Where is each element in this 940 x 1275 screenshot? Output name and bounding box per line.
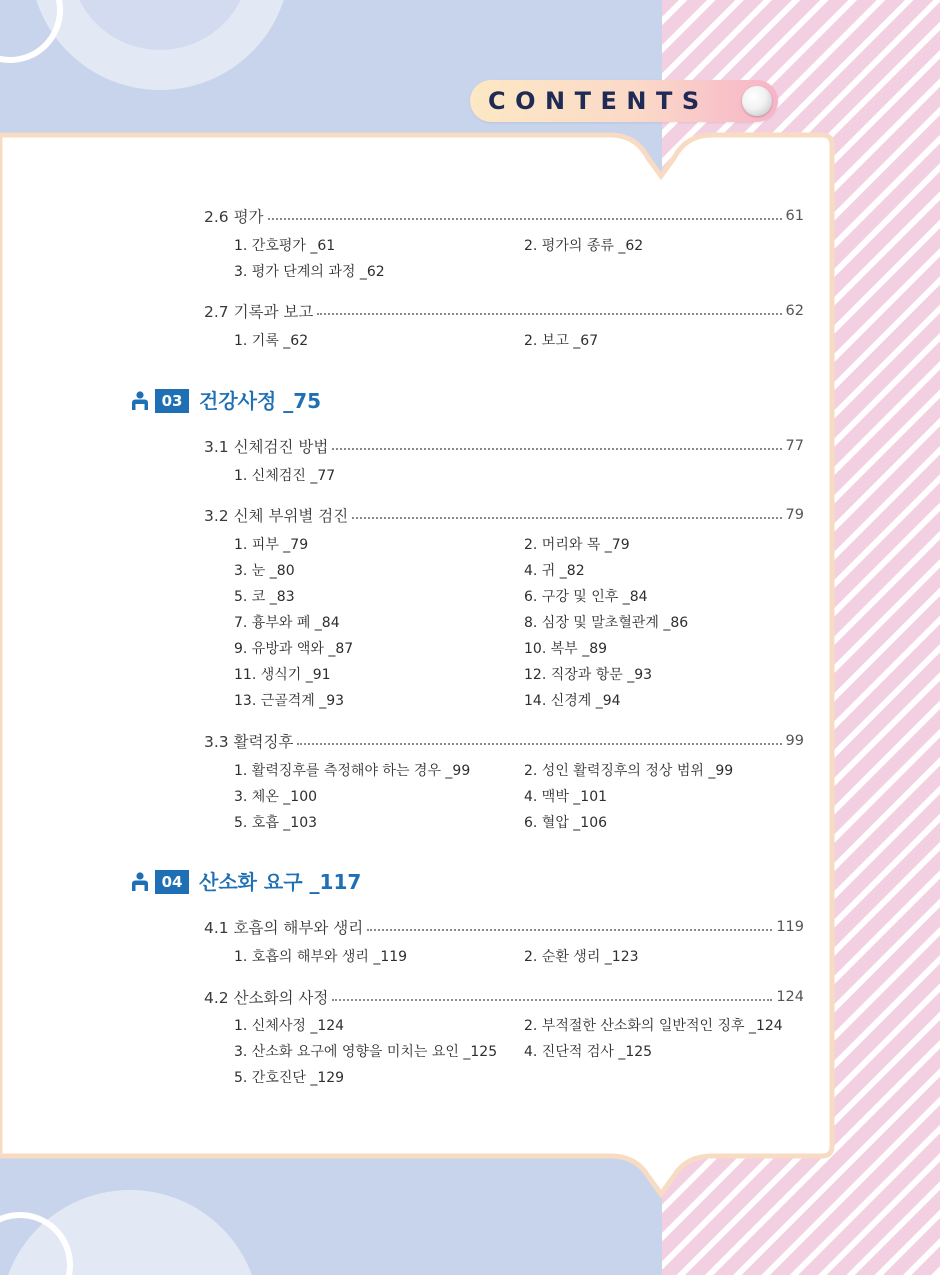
- dot-leader: [297, 738, 781, 745]
- toc-item[interactable]: 1. 호흡의 해부와 생리 _119: [234, 949, 408, 965]
- toc-item[interactable]: 1. 활력징후를 측정해야 하는 경우 _99: [234, 763, 471, 779]
- toc-item[interactable]: 2. 보고 _67: [524, 333, 599, 349]
- section-title: 3.3 활력징후: [204, 733, 294, 751]
- toc-item[interactable]: 9. 유방과 액와 _87: [234, 641, 354, 657]
- dot-leader: [317, 308, 781, 315]
- dot-leader: [332, 443, 781, 450]
- toc-item[interactable]: 1. 신체검진 _77: [234, 468, 336, 484]
- toc-item[interactable]: 13. 근골격계 _93: [234, 693, 345, 709]
- dot-leader: [352, 512, 781, 519]
- toc-item[interactable]: 2. 머리와 목 _79: [524, 537, 630, 553]
- toc-item[interactable]: 3. 평가 단계의 과정 _62: [234, 264, 385, 280]
- toc-section[interactable]: [204, 987, 804, 1007]
- dot-leader: [268, 213, 782, 220]
- section-title: 4.2 산소화의 사정: [204, 989, 329, 1007]
- section-page: 77: [785, 438, 804, 454]
- section-page: 61: [785, 208, 804, 224]
- chapter-number-badge: 04: [155, 870, 189, 894]
- toc-item[interactable]: 3. 체온 _100: [234, 789, 318, 805]
- dot-leader: [332, 994, 772, 1001]
- toc-item[interactable]: 8. 심장 및 말초혈관계 _86: [524, 615, 689, 631]
- chapter-title[interactable]: 건강사정 _75: [199, 389, 322, 413]
- section-page: 79: [785, 507, 804, 523]
- section-title: 4.1 호흡의 해부와 생리: [204, 919, 364, 937]
- toc-item[interactable]: 5. 간호진단 _129: [234, 1070, 345, 1086]
- toc-item[interactable]: 12. 직장과 항문 _93: [524, 667, 653, 683]
- section-page: 119: [776, 919, 804, 935]
- toc-section[interactable]: [204, 917, 804, 937]
- toc-item[interactable]: 1. 피부 _79: [234, 537, 309, 553]
- toc-item[interactable]: 2. 평가의 종류 _62: [524, 238, 644, 254]
- toc-item[interactable]: 5. 코 _83: [234, 589, 295, 605]
- contents-title: CONTENTS: [488, 87, 709, 115]
- toc-item[interactable]: 2. 부적절한 산소화의 일반적인 징후 _124: [524, 1018, 783, 1034]
- chapter-title[interactable]: 산소화 요구 _117: [199, 870, 362, 894]
- toc-item[interactable]: 6. 구강 및 인후 _84: [524, 589, 648, 605]
- toc-item[interactable]: 1. 신체사정 _124: [234, 1018, 345, 1034]
- chapter-number-badge: 03: [155, 389, 189, 413]
- toc-item[interactable]: 11. 생식기 _91: [234, 667, 331, 683]
- section-title: 2.6 평가: [204, 208, 264, 226]
- section-title: 2.7 기록과 보고: [204, 303, 314, 321]
- toc-item[interactable]: 5. 호흡 _103: [234, 815, 318, 831]
- toc-section[interactable]: [204, 505, 804, 525]
- toc-item[interactable]: 1. 기록 _62: [234, 333, 309, 349]
- section-title: 3.2 신체 부위별 검진: [204, 507, 349, 525]
- person-icon: [129, 390, 151, 412]
- toc-section[interactable]: [204, 436, 804, 456]
- toc-item[interactable]: 4. 맥박 _101: [524, 789, 608, 805]
- section-page: 99: [785, 733, 804, 749]
- toc-item[interactable]: 4. 귀 _82: [524, 563, 585, 579]
- dot-leader: [367, 924, 772, 931]
- person-icon: [129, 871, 151, 893]
- toc-section[interactable]: [204, 206, 804, 226]
- toc-item[interactable]: 14. 신경계 _94: [524, 693, 621, 709]
- toc-section[interactable]: [204, 731, 804, 751]
- section-page: 62: [785, 303, 804, 319]
- ball-icon: [742, 86, 772, 116]
- section-title: 3.1 신체검진 방법: [204, 438, 329, 456]
- toc-item[interactable]: 7. 흉부와 폐 _84: [234, 615, 340, 631]
- toc-item[interactable]: 10. 복부 _89: [524, 641, 608, 657]
- section-page: 124: [776, 989, 804, 1005]
- toc-item[interactable]: 2. 성인 활력징후의 정상 범위 _99: [524, 763, 734, 779]
- toc-item[interactable]: 3. 산소화 요구에 영향을 미치는 요인 _125: [234, 1044, 498, 1060]
- toc-item[interactable]: 1. 간호평가 _61: [234, 238, 336, 254]
- toc-item[interactable]: 2. 순환 생리 _123: [524, 949, 639, 965]
- toc-section[interactable]: [204, 301, 804, 321]
- toc-item[interactable]: 4. 진단적 검사 _125: [524, 1044, 653, 1060]
- toc-item[interactable]: 6. 혈압 _106: [524, 815, 608, 831]
- toc-item[interactable]: 3. 눈 _80: [234, 563, 295, 579]
